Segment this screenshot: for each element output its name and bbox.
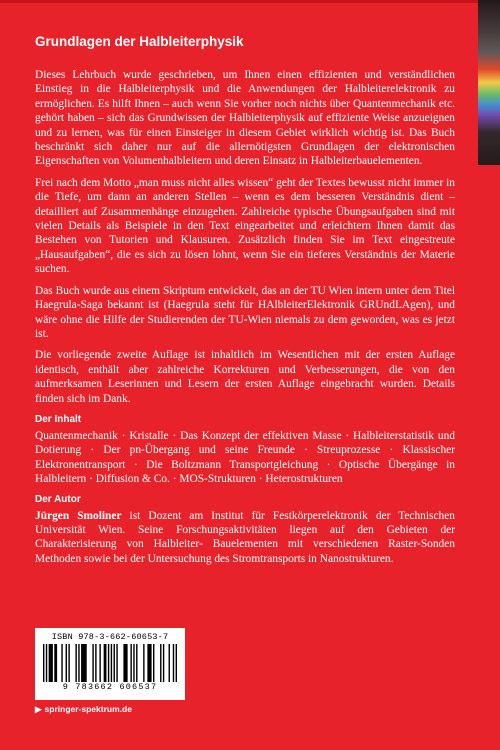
barcode-bars [43, 644, 177, 682]
author-bio-text: ist Dozent am Institut für Festkörperelektronik der Technischen Universität Wien. Seine Forschungsaktivitäten liegen auf den Gebieten der Charakterisierung von Halbleiter- Bauelementen mit verschiedenen Raster-Sonden Methoden sowie bei der Untersuchung des Stromtransports in Nanostrukturen. [35, 509, 455, 565]
isbn-barcode [35, 628, 185, 700]
barcode-bar [43, 644, 44, 682]
barcode-bar [176, 644, 177, 682]
barcode-digits: 9 783662 606537 [62, 682, 158, 692]
barcode-bar [78, 644, 79, 682]
author-bio [35, 509, 455, 567]
barcode-bar [104, 644, 107, 682]
barcode-bar [169, 644, 170, 682]
barcode-bar [95, 644, 96, 682]
contents-list: Quantenmechanik · Kristalle · Das Konzept der effektiven Masse · Halbleiterstatistik und Dotierung · Der pn-Übergang und seine Freunde · Streuprozesse · Klassischer Elektronentransport · Die Boltzmann Transportgleichung · Optische Übergänge in Halbleitern · Diffusion & Co. · MOS-Strukturen · Heterostrukturen [35, 429, 455, 486]
barcode-bar [46, 644, 47, 682]
barcode-bar [133, 644, 134, 682]
author-name: Jürgen Smoliner [35, 509, 122, 522]
back-cover-text [35, 34, 455, 573]
barcode-bar [153, 644, 154, 682]
barcode-bar [160, 644, 161, 682]
barcode-bar [123, 644, 127, 682]
barcode-bar [75, 644, 76, 682]
barcode-bar [68, 644, 69, 682]
barcode-bar [111, 644, 112, 682]
barcode-bar [130, 644, 131, 682]
top-rule [0, 0, 500, 3]
barcode-bar [92, 644, 93, 682]
barcode-bar [136, 644, 137, 682]
barcode-bar [163, 644, 164, 682]
book-title: Grundlagen der Halbleiterphysik [35, 34, 244, 49]
barcode-bar [54, 644, 57, 682]
barcode-bar [66, 644, 67, 682]
barcode-bar [61, 644, 62, 682]
contents-heading: Der Inhalt [35, 413, 82, 425]
isbn-label: ISBN 978-3-662-60653-7 [51, 632, 169, 642]
spectrum-image-strip [478, 0, 500, 165]
barcode-bar [49, 644, 53, 682]
barcode-bar [147, 644, 151, 682]
barcode-bar [108, 644, 109, 682]
intro-paragraph-1: Dieses Lehrbuch wurde geschrieben, um Ihnen einen effizienten und verständlichen Einstieg in die Halbleiterphysik und die Anwendungen der Halbleiterelektronik zu ermöglichen. Es hilft Ihnen – auch wenn Sie vorher noch nichts über Quantenmechanik etc. gehört haben – sich das Grundwissen der Halbleiterphysik auf effiziente Weise anzueignen und zu lernen, was für einen Einsteiger in diesem Gebiet wirklich wichtig ist. Das Buch beschränkt sich daher nur auf die allernötigsten Grundlagen der elektronischen Eigenschaften von Volumenhalbleitern und deren Einsatz in Halbleiterbauelementen. [35, 69, 455, 168]
barcode-bar [99, 644, 100, 682]
publisher-url: springer-spektrum.de [44, 704, 132, 714]
barcode-bar [143, 644, 144, 682]
barcode-bar [173, 644, 174, 682]
barcode-bar [81, 644, 87, 682]
author-heading: Der Autor [35, 493, 81, 505]
intro-paragraph-3: Das Buch wurde aus einem Skriptum entwickelt, das an der TU Wien intern unter dem Titel Haegrula-Saga bekannt ist (Haegrula steht für HAlbleiterElektronik GRUndLAgen), und wäre ohne die Hilfe der Studierenden der TU-Wien niemals zu dem geworden, was es jetzt ist. [35, 284, 455, 340]
publisher-website [35, 704, 132, 715]
intro-paragraph-4: Die vorliegende zweite Auflage ist inhaltlich im Wesentlichen mit der ersten Auflage identisch, enthält aber zahlreiche Korrekturen und Verbesserungen, die von den aufmerksamen Leserinnen und Lesern der ersten Auflage eingebracht wurden. Details finden sich im Dank. [35, 349, 455, 405]
barcode-bar [116, 644, 117, 682]
intro-paragraph-2: Frei nach dem Motto „man muss nicht alles wissen“ geht der Textes bewusst nicht immer in die Tiefe, um dann an anderen Stellen – wenn es dem besseren Verständnis dient – detailliert auf Zusammenhänge einzugehen. Zahlreiche typische Übungsaufgaben sind mit vielen Details als Beispiele in den Text eingearbeitet und erleichtern Ihnen damit das Bestehen von Tutorien und Klausuren. Zusätzlich finden Sie im Text eingestreute „Hausaufgaben“, die es sich zu lösen lohnt, wenn Sie ein tieferes Verständnis der Materie suchen. [35, 176, 455, 276]
barcode-bar [114, 644, 115, 682]
arrow-icon: ▶ [35, 704, 42, 714]
